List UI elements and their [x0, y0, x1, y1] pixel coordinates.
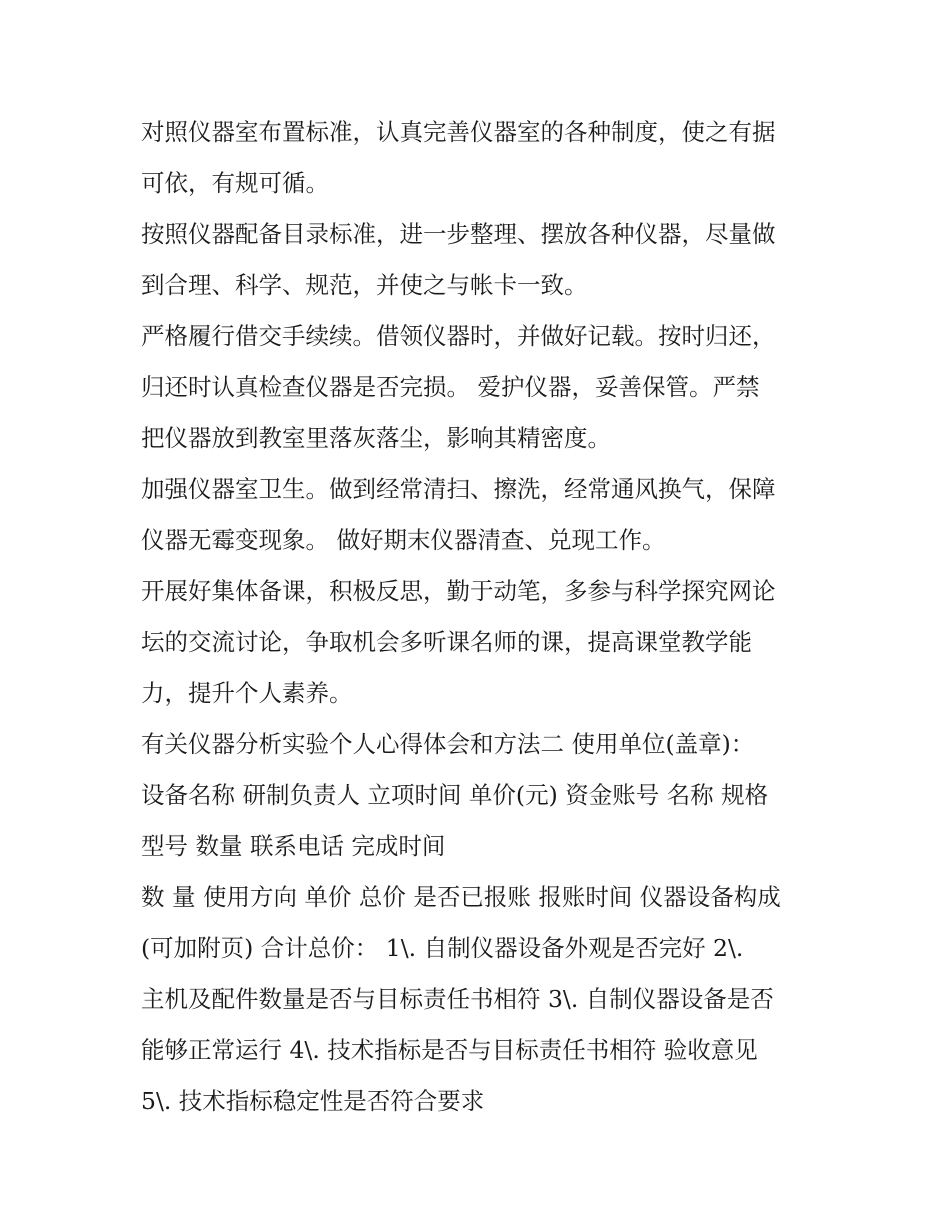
text-line: 把仪器放到教室里落灰落尘，影响其精密度。 [141, 424, 611, 452]
text-line: (可加附页) 合计总价： 1\. 自制仪器设备外观是否完好 2\. [141, 934, 744, 962]
text-line: 严格履行借交手续续。借领仪器时，并做好记载。按时归还， [141, 322, 776, 350]
text-line: 归还时认真检查仪器是否完损。 爱护仪器，妥善保管。严禁 [141, 373, 760, 401]
text-line: 力，提升个人素养。 [141, 679, 353, 707]
text-line: 设备名称 研制负责人 立项时间 单价(元) 资金账号 名称 规格 [141, 781, 769, 809]
text-line: 加强仪器室卫生。做到经常清扫、擦洗，经常通风换气，保障 [141, 475, 776, 503]
text-line: 能够正常运行 4\. 技术指标是否与目标责任书相符 验收意见 [141, 1036, 758, 1064]
text-line: 到合理、科学、规范，并使之与帐卡一致。 [141, 271, 588, 299]
text-line: 5\. 技术指标稳定性是否符合要求 [141, 1087, 485, 1115]
text-line: 型号 数量 联系电话 完成时间 [141, 832, 446, 860]
text-line: 主机及配件数量是否与目标责任书相符 3\. 自制仪器设备是否 [141, 985, 774, 1013]
text-line: 按照仪器配备目录标准，进一步整理、摆放各种仪器，尽量做 [141, 220, 776, 248]
document-body [141, 107, 821, 1127]
text-line: 可依，有规可循。 [141, 169, 329, 197]
text-line: 对照仪器室布置标准，认真完善仪器室的各种制度，使之有据 [141, 118, 776, 146]
text-line: 有关仪器分析实验个人心得体会和方法二 使用单位(盖章)： [141, 730, 755, 758]
text-line: 仪器无霉变现象。 做好期末仪器清查、兑现工作。 [141, 526, 666, 554]
text-line: 开展好集体备课，积极反思，勤于动笔，多参与科学探究网论 [141, 577, 776, 605]
text-line: 坛的交流讨论，争取机会多听课名师的课，提高课堂教学能 [141, 628, 752, 656]
text-line: 数 量 使用方向 单价 总价 是否已报账 报账时间 仪器设备构成 [141, 883, 781, 911]
